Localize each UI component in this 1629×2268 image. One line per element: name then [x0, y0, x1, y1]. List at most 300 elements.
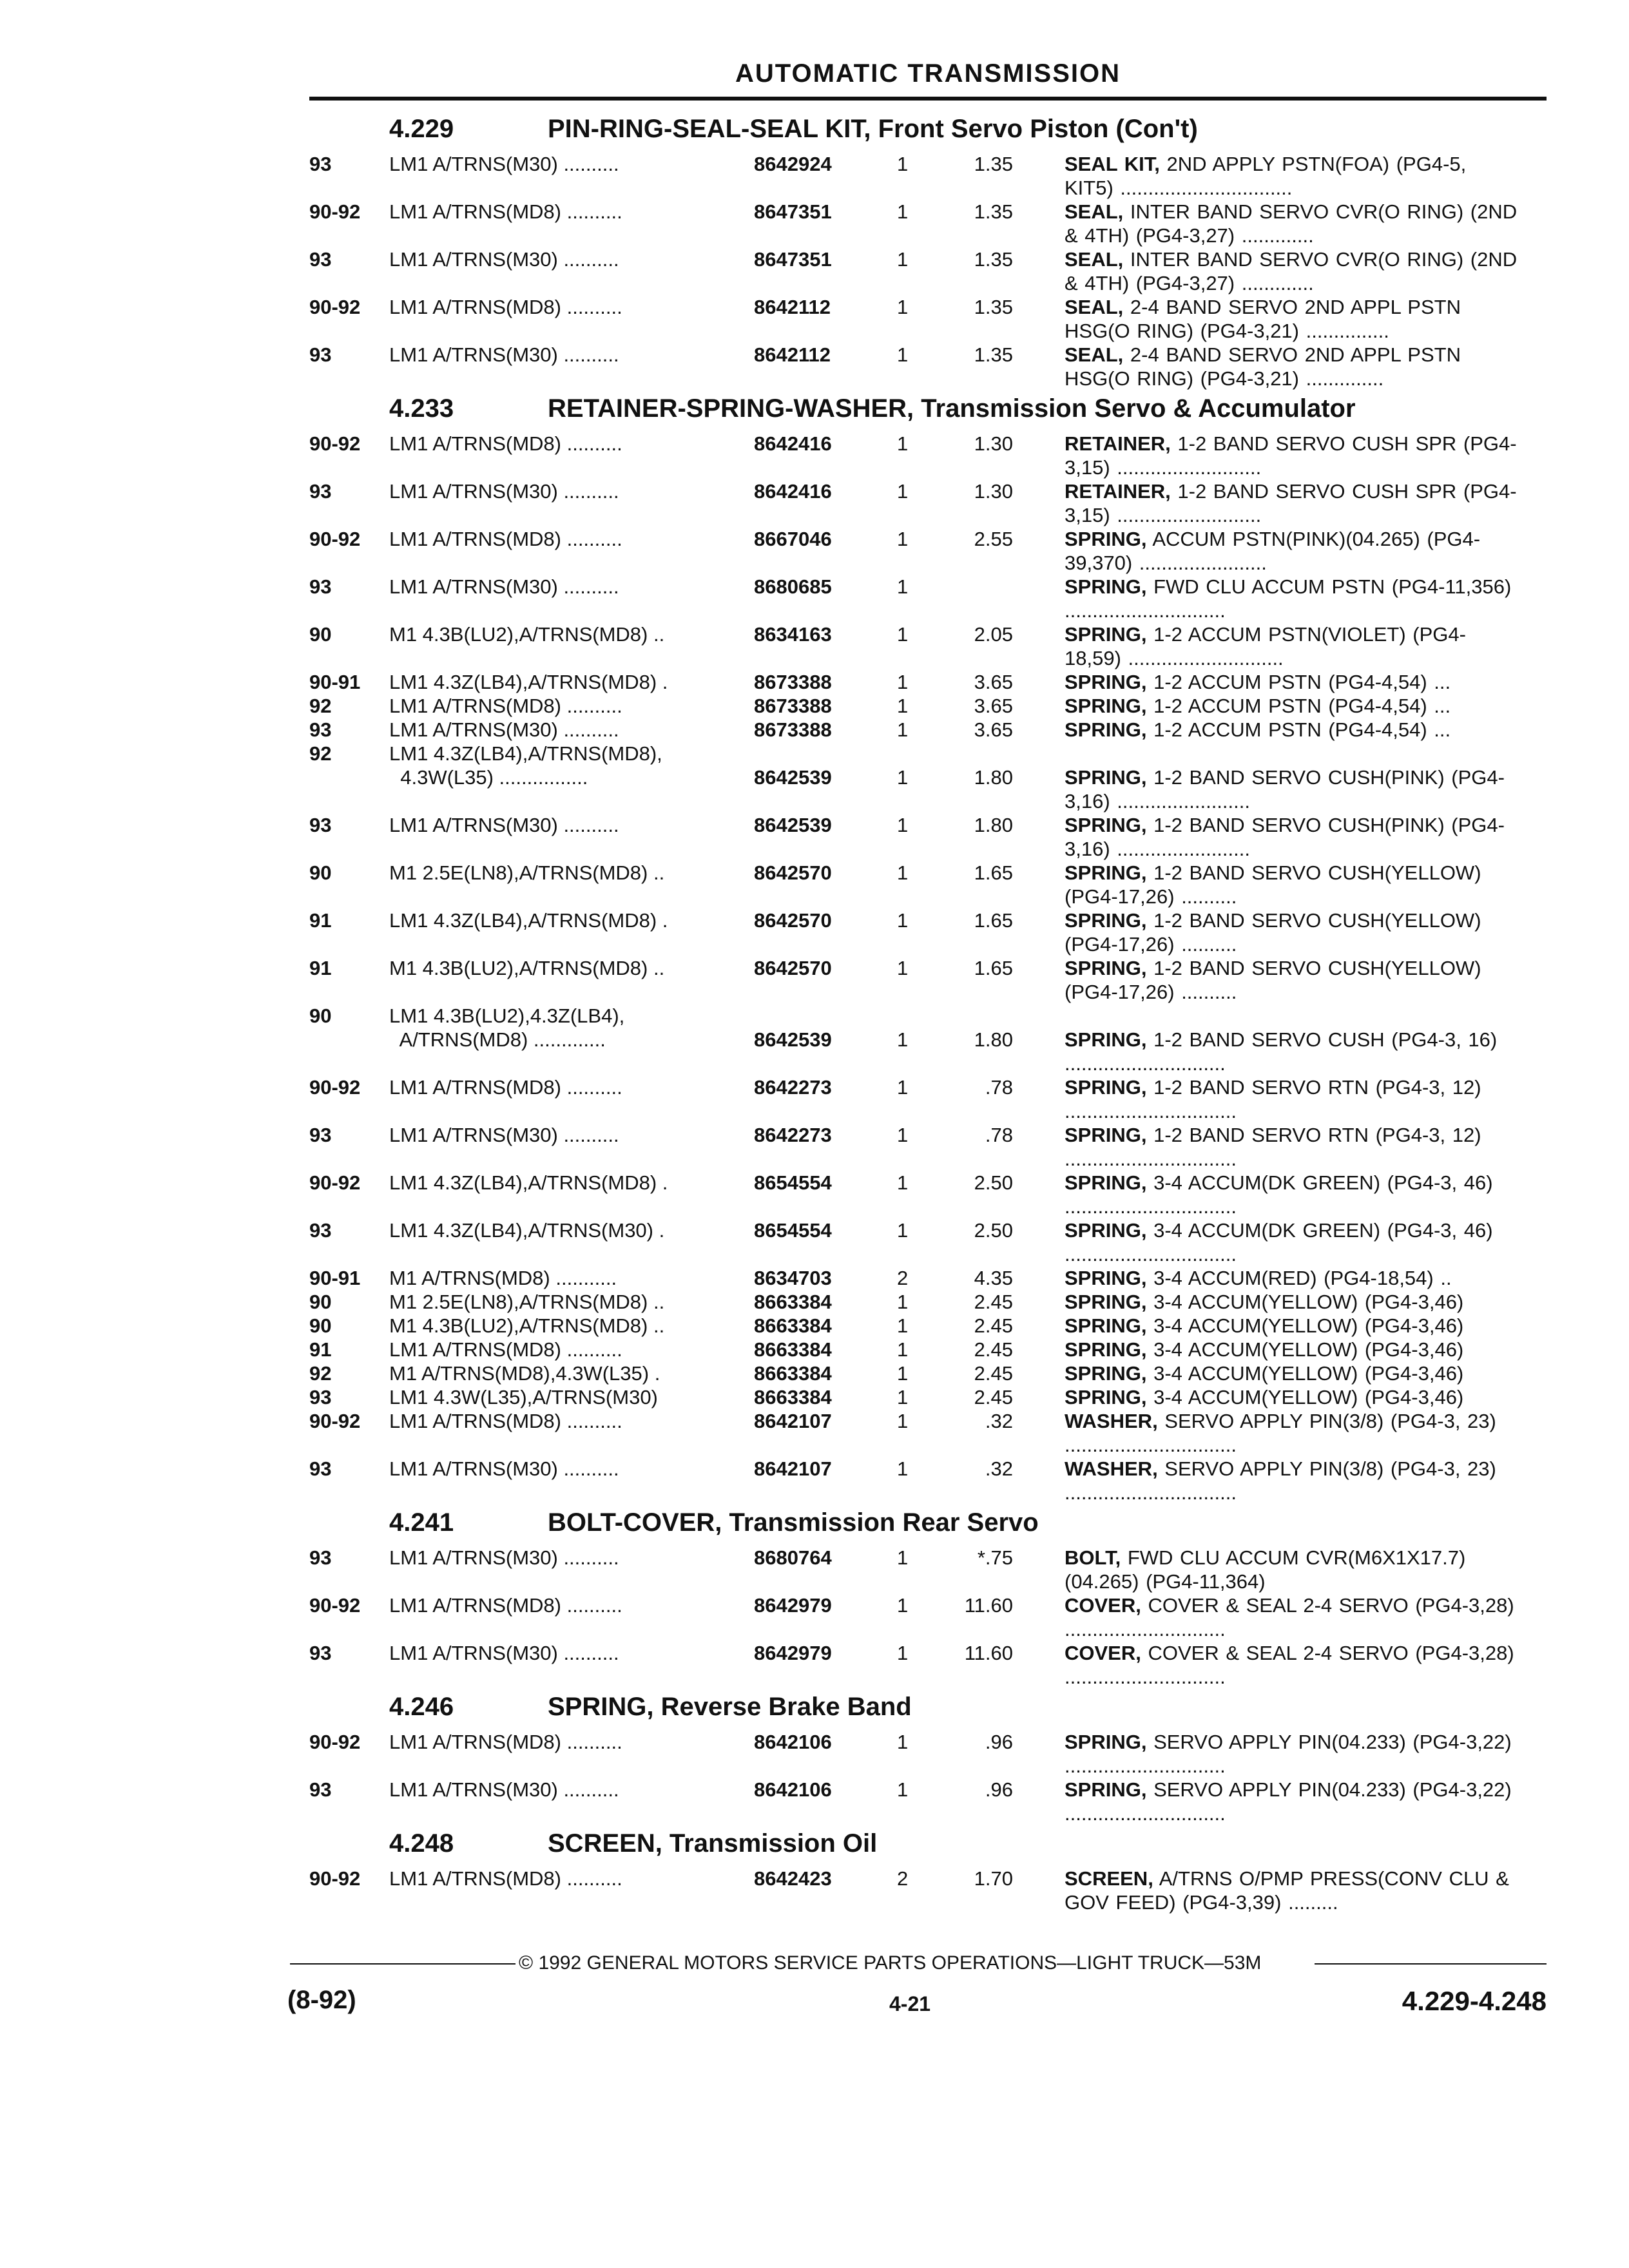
quantity-cell: 1 — [897, 575, 909, 598]
description-text: FWD CLU ACCUM PSTN (PG4-11,356) ............................. — [1065, 575, 1512, 622]
part-number-cell: 8642106 — [754, 1731, 832, 1753]
year-cell: 90-92 — [309, 1076, 361, 1099]
part-number-cell: 8642979 — [754, 1594, 832, 1617]
price-cell: 2.50 — [974, 1219, 1013, 1242]
price-cell: 3.65 — [974, 671, 1013, 693]
description-cell — [1065, 575, 1519, 622]
year-cell: 93 — [309, 1386, 332, 1408]
description-noun: RETAINER, — [1065, 480, 1171, 503]
description-noun: SPRING, — [1065, 1267, 1147, 1289]
description-cell — [1065, 1593, 1519, 1641]
model-cell: LM1 A/TRNS(M30) .......... — [389, 1124, 619, 1146]
quantity-cell: 1 — [897, 296, 909, 318]
description-cell — [1065, 908, 1519, 956]
description-cell — [1065, 1314, 1519, 1338]
quantity-cell: 1 — [897, 1028, 909, 1051]
price-cell: 1.65 — [974, 957, 1013, 979]
model-cell: M1 4.3B(LU2),A/TRNS(MD8) .. — [389, 957, 665, 979]
description-text: ACCUM PSTN(PINK)(04.265) (PG4-39,370) ....................... — [1065, 528, 1481, 574]
description-noun: SPRING, — [1065, 1219, 1147, 1242]
model-cell: LM1 A/TRNS(M30) .......... — [389, 248, 619, 271]
year-cell: 90-92 — [309, 200, 361, 223]
model-cell: LM1 4.3W(L35),A/TRNS(M30) — [389, 1386, 658, 1408]
description-noun: SPRING, — [1065, 528, 1147, 550]
quantity-cell: 1 — [897, 528, 909, 550]
description-cell — [1065, 295, 1519, 343]
description-noun: SEAL, — [1065, 200, 1124, 223]
part-number-cell: 8642570 — [754, 957, 832, 979]
model-cell: LM1 4.3Z(LB4),A/TRNS(MD8) . — [389, 671, 668, 693]
table-row — [303, 479, 1553, 527]
description-cell — [1065, 1218, 1519, 1266]
part-number-cell: 8673388 — [754, 718, 832, 741]
quantity-cell: 1 — [897, 1778, 909, 1801]
description-cell — [1065, 718, 1519, 742]
page-number: 4-21 — [889, 1992, 931, 2015]
price-cell: 2.05 — [974, 623, 1013, 646]
description-noun: SPRING, — [1065, 623, 1147, 646]
table-row — [303, 1457, 1553, 1504]
part-number-cell: 8647351 — [754, 248, 832, 271]
model-cell: M1 4.3B(LU2),A/TRNS(MD8) .. — [389, 1314, 665, 1337]
part-number-cell: 8642570 — [754, 861, 832, 884]
quantity-cell: 1 — [897, 909, 909, 932]
part-number-cell: 8642112 — [754, 296, 831, 318]
quantity-cell: 2 — [897, 1267, 909, 1289]
part-number-cell: 8642273 — [754, 1124, 832, 1146]
description-cell — [1065, 765, 1519, 813]
year-cell: 90-92 — [309, 1731, 361, 1753]
description-cell — [1065, 432, 1519, 479]
description-cell — [1065, 1171, 1519, 1218]
model-cell: LM1 A/TRNS(M30) .......... — [389, 1457, 619, 1480]
price-cell: .32 — [985, 1410, 1013, 1432]
description-text: INTER BAND SERVO CVR(O RING) (2ND & 4TH) (PG4-3,27) ............. — [1065, 248, 1518, 294]
description-noun: SPRING, — [1065, 766, 1147, 789]
description-cell — [1065, 479, 1519, 527]
description-text: 1-2 BAND SERVO CUSH SPR (PG4-3,15) .......................... — [1065, 480, 1517, 526]
section-heading — [303, 111, 1553, 152]
quantity-cell: 1 — [897, 1642, 909, 1664]
year-cell: 93 — [309, 1546, 332, 1569]
description-cell — [1065, 200, 1519, 247]
year-cell: 90 — [309, 1314, 332, 1337]
footer-date: (8-92) — [287, 1986, 356, 2014]
year-cell: 93 — [309, 480, 332, 503]
quantity-cell: 2 — [897, 1867, 909, 1890]
description-cell — [1065, 1338, 1519, 1361]
description-cell — [1065, 247, 1519, 295]
price-cell: .32 — [985, 1457, 1013, 1480]
description-noun: SPRING, — [1065, 861, 1147, 884]
model-cell: LM1 A/TRNS(MD8) .......... — [389, 1867, 622, 1890]
table-row — [303, 1338, 1553, 1361]
section-number: 4.229 — [389, 115, 454, 143]
description-text: 3-4 ACCUM(YELLOW) (PG4-3,46) — [1146, 1314, 1464, 1337]
description-cell — [1065, 1730, 1519, 1778]
quantity-cell: 1 — [897, 153, 909, 175]
year-cell: 93 — [309, 1219, 332, 1242]
page-header: AUTOMATIC TRANSMISSION — [735, 59, 1121, 88]
quantity-cell: 1 — [897, 1457, 909, 1480]
description-cell — [1065, 622, 1519, 670]
quantity-cell: 1 — [897, 1076, 909, 1099]
year-cell: 90-92 — [309, 528, 361, 550]
description-text: 2-4 BAND SERVO 2ND APPL PSTN HSG(O RING) (PG4-3,21) ............... — [1065, 296, 1461, 342]
description-noun: SPRING, — [1065, 1338, 1147, 1361]
model-cell: LM1 A/TRNS(MD8) .......... — [389, 695, 622, 717]
model-cell: M1 A/TRNS(MD8),4.3W(L35) . — [389, 1362, 660, 1385]
model-cell: LM1 A/TRNS(MD8) .......... — [389, 1731, 622, 1753]
year-cell: 93 — [309, 153, 332, 175]
description-text: SERVO APPLY PIN(04.233) (PG4-3,22) ............................. — [1065, 1731, 1512, 1777]
quantity-cell: 1 — [897, 1386, 909, 1408]
part-number-cell: 8680685 — [754, 575, 832, 598]
description-text: 3-4 ACCUM(YELLOW) (PG4-3,46) — [1146, 1386, 1464, 1408]
price-cell: 11.60 — [964, 1594, 1013, 1617]
quantity-cell: 1 — [897, 1124, 909, 1146]
year-cell: 91 — [309, 957, 332, 979]
description-noun: SPRING, — [1065, 1386, 1147, 1408]
section-heading — [303, 1689, 1553, 1730]
table-row — [303, 1730, 1553, 1778]
quantity-cell: 1 — [897, 718, 909, 741]
description-noun: SCREEN, — [1065, 1867, 1153, 1890]
footer-copyright: © 1992 GENERAL MOTORS SERVICE PARTS OPERATIONS—LIGHT TRUCK—53M — [519, 1952, 1262, 1974]
price-cell: 2.45 — [974, 1291, 1013, 1313]
description-noun: SPRING, — [1065, 1291, 1147, 1313]
description-cell — [1065, 1409, 1519, 1457]
description-text: 1-2 ACCUM PSTN (PG4-4,54) ... — [1146, 718, 1451, 741]
description-text: 1-2 BAND SERVO RTN (PG4-3, 12) ............................... — [1065, 1076, 1481, 1122]
model-cell: LM1 4.3Z(LB4),A/TRNS(MD8), 4.3W(L35) ................ — [389, 742, 662, 789]
year-cell: 91 — [309, 1338, 332, 1361]
table-row — [303, 1641, 1553, 1689]
part-number-cell: 8642570 — [754, 909, 832, 932]
table-row — [303, 1385, 1553, 1409]
model-cell: LM1 A/TRNS(M30) .......... — [389, 153, 619, 175]
description-noun: SPRING, — [1065, 718, 1147, 741]
price-cell: 1.35 — [974, 153, 1013, 175]
part-number-cell: 8642539 — [754, 766, 832, 789]
description-noun: COVER, — [1065, 1642, 1141, 1664]
description-text: SERVO APPLY PIN(3/8) (PG4-3, 23) ............................... — [1065, 1457, 1496, 1504]
price-cell: 2.45 — [974, 1338, 1013, 1361]
table-row — [303, 1266, 1553, 1290]
section-title: RETAINER-SPRING-WASHER, Transmission Servo & Accumulator — [548, 394, 1356, 423]
description-noun: SPRING, — [1065, 1028, 1147, 1051]
quantity-cell: 1 — [897, 1410, 909, 1432]
model-cell: LM1 A/TRNS(M30) .......... — [389, 575, 619, 598]
description-noun: WASHER, — [1065, 1457, 1158, 1480]
table-row — [303, 152, 1553, 200]
year-cell: 93 — [309, 718, 332, 741]
description-noun: SPRING, — [1065, 814, 1147, 836]
description-text: 1-2 ACCUM PSTN (PG4-4,54) ... — [1146, 671, 1451, 693]
part-number-cell: 8647351 — [754, 200, 832, 223]
description-cell — [1065, 1867, 1519, 1914]
model-cell: LM1 A/TRNS(M30) .......... — [389, 343, 619, 366]
description-noun: SPRING, — [1065, 575, 1147, 598]
table-row — [303, 432, 1553, 479]
description-text: INTER BAND SERVO CVR(O RING) (2ND & 4TH) (PG4-3,27) ............. — [1065, 200, 1518, 247]
price-cell: 2.45 — [974, 1314, 1013, 1337]
part-number-cell: 8642273 — [754, 1076, 832, 1099]
table-row — [303, 622, 1553, 670]
description-noun: SPRING, — [1065, 1731, 1147, 1753]
price-cell: 1.80 — [974, 1028, 1013, 1051]
model-cell: LM1 A/TRNS(M30) .......... — [389, 814, 619, 836]
year-cell: 93 — [309, 1457, 332, 1480]
part-number-cell: 8642423 — [754, 1867, 832, 1890]
part-number-cell: 8642979 — [754, 1642, 832, 1664]
table-row — [303, 718, 1553, 742]
part-number-cell: 8663384 — [754, 1291, 832, 1313]
table-row — [303, 956, 1553, 1004]
part-number-cell: 8642106 — [754, 1778, 832, 1801]
part-number-cell: 8642416 — [754, 480, 832, 503]
quantity-cell: 1 — [897, 623, 909, 646]
table-row — [303, 1290, 1553, 1314]
description-cell — [1065, 861, 1519, 908]
year-cell: 90 — [309, 623, 332, 646]
part-number-cell: 8663384 — [754, 1362, 832, 1385]
table-row — [303, 670, 1553, 694]
part-number-cell: 8642539 — [754, 1028, 832, 1051]
model-cell: LM1 4.3Z(LB4),A/TRNS(MD8) . — [389, 909, 668, 932]
year-cell: 93 — [309, 1124, 332, 1146]
description-noun: WASHER, — [1065, 1410, 1158, 1432]
year-cell: 93 — [309, 1642, 332, 1664]
quantity-cell: 1 — [897, 957, 909, 979]
year-cell: 90 — [309, 861, 332, 884]
description-cell — [1065, 1385, 1519, 1409]
year-cell: 90-92 — [309, 296, 361, 318]
description-cell — [1065, 1290, 1519, 1314]
quantity-cell: 1 — [897, 1594, 909, 1617]
section-title: SPRING, Reverse Brake Band — [548, 1693, 912, 1721]
year-cell: 93 — [309, 814, 332, 836]
year-cell: 90-91 — [309, 671, 361, 693]
part-number-cell: 8654554 — [754, 1219, 832, 1242]
description-cell — [1065, 1457, 1519, 1504]
description-text: 3-4 ACCUM(YELLOW) (PG4-3,46) — [1146, 1362, 1464, 1385]
price-cell: 1.80 — [974, 814, 1013, 836]
table-row — [303, 1314, 1553, 1338]
description-text: 1-2 BAND SERVO CUSH(YELLOW) (PG4-17,26) .......... — [1065, 861, 1481, 908]
quantity-cell: 1 — [897, 861, 909, 884]
model-cell: LM1 A/TRNS(M30) .......... — [389, 1642, 619, 1664]
part-number-cell: 8642107 — [754, 1410, 832, 1432]
part-number-cell: 8634703 — [754, 1267, 832, 1289]
year-cell: 90-91 — [309, 1267, 361, 1289]
table-row — [303, 1361, 1553, 1385]
description-cell — [1065, 1361, 1519, 1385]
year-cell: 93 — [309, 1778, 332, 1801]
description-text: SERVO APPLY PIN(3/8) (PG4-3, 23) ............................... — [1065, 1410, 1496, 1456]
description-text: 1-2 BAND SERVO CUSH(PINK) (PG4-3,16) ........................ — [1065, 814, 1505, 860]
model-cell: LM1 A/TRNS(M30) .......... — [389, 480, 619, 503]
description-cell — [1065, 1546, 1519, 1593]
table-row — [303, 1867, 1553, 1914]
description-text: 3-4 ACCUM(DK GREEN) (PG4-3, 46) ............................... — [1065, 1219, 1493, 1265]
description-noun: SPRING, — [1065, 1778, 1147, 1801]
description-text: COVER & SEAL 2-4 SERVO (PG4-3,28) ............................. — [1065, 1642, 1514, 1688]
quantity-cell: 1 — [897, 1291, 909, 1313]
model-cell: M1 2.5E(LN8),A/TRNS(MD8) .. — [389, 861, 665, 884]
section-number: 4.241 — [389, 1508, 454, 1537]
section-heading — [303, 1825, 1553, 1867]
price-cell: 2.55 — [974, 528, 1013, 550]
model-cell: LM1 A/TRNS(MD8) .......... — [389, 1338, 622, 1361]
part-number-cell: 8680764 — [754, 1546, 832, 1569]
year-cell: 93 — [309, 575, 332, 598]
model-cell: LM1 A/TRNS(MD8) .......... — [389, 432, 622, 455]
description-noun: BOLT, — [1065, 1546, 1121, 1569]
part-number-cell: 8642112 — [754, 343, 831, 366]
quantity-cell: 1 — [897, 248, 909, 271]
quantity-cell: 1 — [897, 432, 909, 455]
table-row — [303, 343, 1553, 390]
section-title: SCREEN, Transmission Oil — [548, 1829, 878, 1858]
section-number: 4.248 — [389, 1829, 454, 1858]
section-title: BOLT-COVER, Transmission Rear Servo — [548, 1508, 1039, 1537]
description-cell — [1065, 1266, 1519, 1290]
part-number-cell: 8642107 — [754, 1457, 832, 1480]
year-cell: 91 — [309, 909, 332, 932]
description-noun: SEAL, — [1065, 296, 1124, 318]
quantity-cell: 1 — [897, 480, 909, 503]
description-text: 2ND APPLY PSTN(FOA) (PG4-5, KIT5) ............................... — [1065, 153, 1467, 199]
price-cell: *.75 — [977, 1546, 1013, 1569]
description-cell — [1065, 152, 1519, 200]
price-cell: 4.35 — [974, 1267, 1013, 1289]
description-noun: RETAINER, — [1065, 432, 1171, 455]
description-cell — [1065, 1123, 1519, 1171]
price-cell: 11.60 — [964, 1642, 1013, 1664]
section-number: 4.246 — [389, 1693, 454, 1721]
quantity-cell: 1 — [897, 343, 909, 366]
table-row — [303, 694, 1553, 718]
description-text: 1-2 BAND SERVO CUSH SPR (PG4-3,15) .......................... — [1065, 432, 1517, 479]
year-cell: 92 — [309, 695, 332, 717]
description-text: 3-4 ACCUM(DK GREEN) (PG4-3, 46) ............................... — [1065, 1171, 1493, 1218]
description-text: 2-4 BAND SERVO 2ND APPL PSTN HSG(O RING) (PG4-3,21) .............. — [1065, 343, 1461, 390]
model-cell: LM1 4.3Z(LB4),A/TRNS(MD8) . — [389, 1171, 668, 1194]
description-noun: SEAL, — [1065, 248, 1124, 271]
price-cell: .78 — [985, 1076, 1013, 1099]
model-cell: LM1 A/TRNS(M30) .......... — [389, 1546, 619, 1569]
footer-rule-right — [1315, 1963, 1547, 1965]
part-number-cell: 8673388 — [754, 671, 832, 693]
description-text: 1-2 ACCUM PSTN (PG4-4,54) ... — [1146, 695, 1451, 717]
table-row — [303, 200, 1553, 247]
footer-rule-left — [290, 1963, 516, 1965]
model-cell: LM1 A/TRNS(M30) .......... — [389, 1778, 619, 1801]
table-row — [303, 527, 1553, 575]
price-cell: 2.45 — [974, 1362, 1013, 1385]
year-cell: 90 — [309, 1004, 332, 1027]
part-number-cell: 8654554 — [754, 1171, 832, 1194]
part-number-cell: 8642416 — [754, 432, 832, 455]
part-number-cell: 8642924 — [754, 153, 832, 175]
model-cell: LM1 A/TRNS(MD8) .......... — [389, 528, 622, 550]
description-cell — [1065, 1778, 1519, 1825]
price-cell: 1.30 — [974, 432, 1013, 455]
table-row — [303, 742, 1553, 813]
description-cell — [1065, 1028, 1519, 1075]
price-cell: 2.50 — [974, 1171, 1013, 1194]
part-number-cell: 8634163 — [754, 623, 832, 646]
table-row — [303, 908, 1553, 956]
header-rule — [309, 97, 1547, 101]
quantity-cell: 1 — [897, 200, 909, 223]
table-row — [303, 1171, 1553, 1218]
price-cell: 1.30 — [974, 480, 1013, 503]
quantity-cell: 1 — [897, 1546, 909, 1569]
table-row — [303, 1218, 1553, 1266]
description-cell — [1065, 527, 1519, 575]
description-noun: SPRING, — [1065, 1171, 1147, 1194]
price-cell: .78 — [985, 1124, 1013, 1146]
model-cell: LM1 A/TRNS(MD8) .......... — [389, 1076, 622, 1099]
price-cell: 1.35 — [974, 343, 1013, 366]
price-cell: 1.65 — [974, 861, 1013, 884]
year-cell: 90-92 — [309, 432, 361, 455]
part-number-cell: 8663384 — [754, 1338, 832, 1361]
section-title: PIN-RING-SEAL-SEAL KIT, Front Servo Piston (Con't) — [548, 115, 1198, 143]
description-cell — [1065, 343, 1519, 390]
price-cell: 1.35 — [974, 200, 1013, 223]
table-row — [303, 575, 1553, 622]
part-number-cell: 8673388 — [754, 695, 832, 717]
description-text: SERVO APPLY PIN(04.233) (PG4-3,22) ............................. — [1065, 1778, 1512, 1825]
description-text: 1-2 ACCUM PSTN(VIOLET) (PG4-18,59) ............................ — [1065, 623, 1466, 669]
quantity-cell: 1 — [897, 695, 909, 717]
table-row — [303, 247, 1553, 295]
price-cell: 3.65 — [974, 695, 1013, 717]
year-cell: 92 — [309, 742, 332, 765]
description-noun: SPRING, — [1065, 909, 1147, 932]
price-cell: 2.45 — [974, 1386, 1013, 1408]
model-cell: M1 2.5E(LN8),A/TRNS(MD8) .. — [389, 1291, 665, 1313]
model-cell: LM1 A/TRNS(MD8) .......... — [389, 200, 622, 223]
description-cell — [1065, 1075, 1519, 1123]
year-cell: 90 — [309, 1291, 332, 1313]
quantity-cell: 1 — [897, 1362, 909, 1385]
table-row — [303, 1409, 1553, 1457]
quantity-cell: 1 — [897, 1731, 909, 1753]
description-text: 3-4 ACCUM(YELLOW) (PG4-3,46) — [1146, 1338, 1464, 1361]
description-noun: COVER, — [1065, 1594, 1141, 1617]
table-row — [303, 1004, 1553, 1075]
table-row — [303, 1546, 1553, 1593]
description-text: 1-2 BAND SERVO CUSH(YELLOW) (PG4-17,26) .......... — [1065, 909, 1481, 956]
price-cell: 1.65 — [974, 909, 1013, 932]
year-cell: 90-92 — [309, 1171, 361, 1194]
price-cell: .96 — [985, 1778, 1013, 1801]
year-cell: 90-92 — [309, 1410, 361, 1432]
section-number: 4.233 — [389, 394, 454, 423]
parts-catalog — [303, 111, 1553, 1914]
model-cell: LM1 A/TRNS(M30) .......... — [389, 718, 619, 741]
model-cell: LM1 4.3B(LU2),4.3Z(LB4), A/TRNS(MD8) ............. — [389, 1004, 625, 1051]
quantity-cell: 1 — [897, 1314, 909, 1337]
description-text: 1-2 BAND SERVO RTN (PG4-3, 12) ............................... — [1065, 1124, 1481, 1170]
part-number-cell: 8642539 — [754, 814, 832, 836]
model-cell: LM1 A/TRNS(MD8) .......... — [389, 1410, 622, 1432]
year-cell: 93 — [309, 343, 332, 366]
